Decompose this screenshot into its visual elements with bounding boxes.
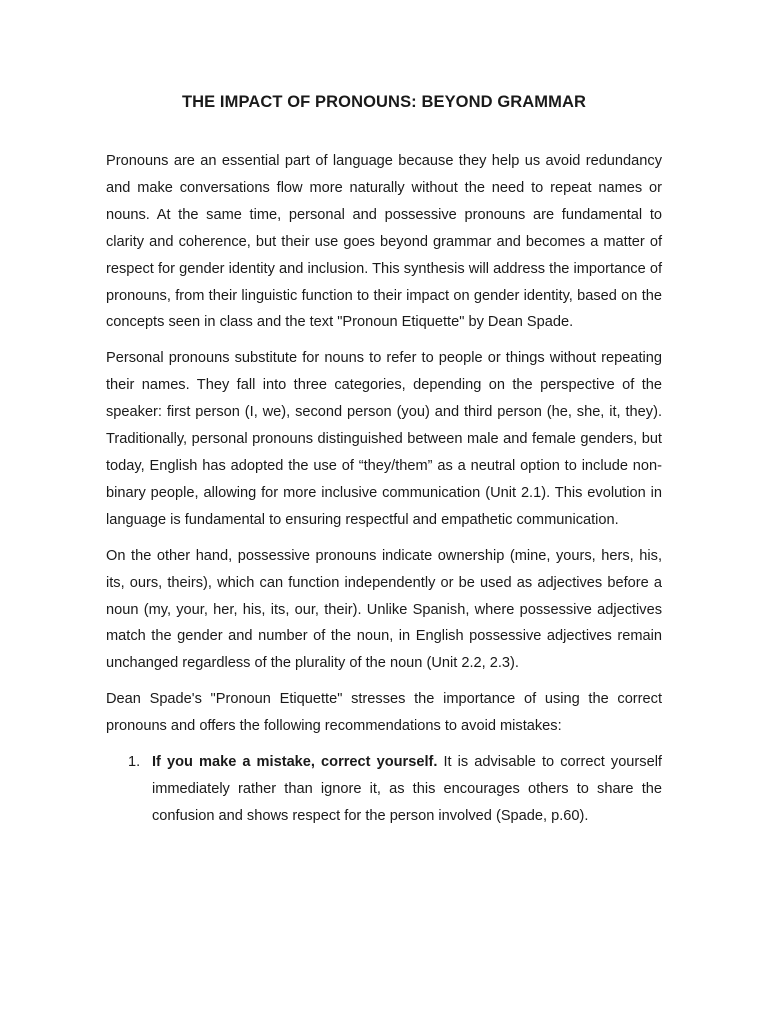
list-item <box>106 749 662 830</box>
list-item-text: It is advisable to correct yourself immediately rather than ignore it, as this encourages others to share the confusion and shows respect for the person involved (Spade, p.60). <box>152 754 662 824</box>
document-title: THE IMPACT OF PRONOUNS: BEYOND GRAMMAR <box>181 93 587 111</box>
paragraph-intro: Pronouns are an essential part of language because they help us avoid redundancy and make conversations flow more naturally without the need to repeat names or nouns. At the same time, personal and possessive pronouns are fundamental to clarity and coherence, but their use goes beyond grammar and becomes a matter of respect for gender identity and inclusion. This synthesis will address the importance of pronouns, from their linguistic function to their impact on gender identity, based on the concepts seen in class and the text "Pronoun Etiquette" by Dean Spade. <box>106 153 662 331</box>
paragraph-personal-pronouns: Personal pronouns substitute for nouns to refer to people or things without repeating their names. They fall into three categories, depending on the perspective of the speaker: first person (I, we), second person (you) and third person (he, she, it, they). Traditionally, personal pronouns distinguished between male and female genders, but today, English has adopted the use of “they/them” as a neutral option to include non-binary people, allowing for more inclusive communication (Unit 2.1). This evolution in language is fundamental to ensuring respectful and empathetic communication. <box>106 350 662 528</box>
list-item-number: 1. <box>128 754 141 771</box>
list-item-heading: If you make a mistake, correct yourself. <box>152 754 438 771</box>
paragraph-possessive-pronouns: On the other hand, possessive pronouns indicate ownership (mine, yours, hers, his, its, ours, theirs), which can function independently or be used as adjectives before a noun (my, your, her, his, its, our, their). Unlike Spanish, where possessive adjectives match the gender and number of the noun, in English possessive adjectives remain unchanged regardless of the plurality of the noun (Unit 2.2, 2.3). <box>106 547 662 672</box>
paragraph-pronoun-etiquette: Dean Spade's "Pronoun Etiquette" stresses the importance of using the correct pronouns and offers the following recommendations to avoid mistakes: <box>106 691 662 735</box>
recommendations-list <box>106 749 662 830</box>
